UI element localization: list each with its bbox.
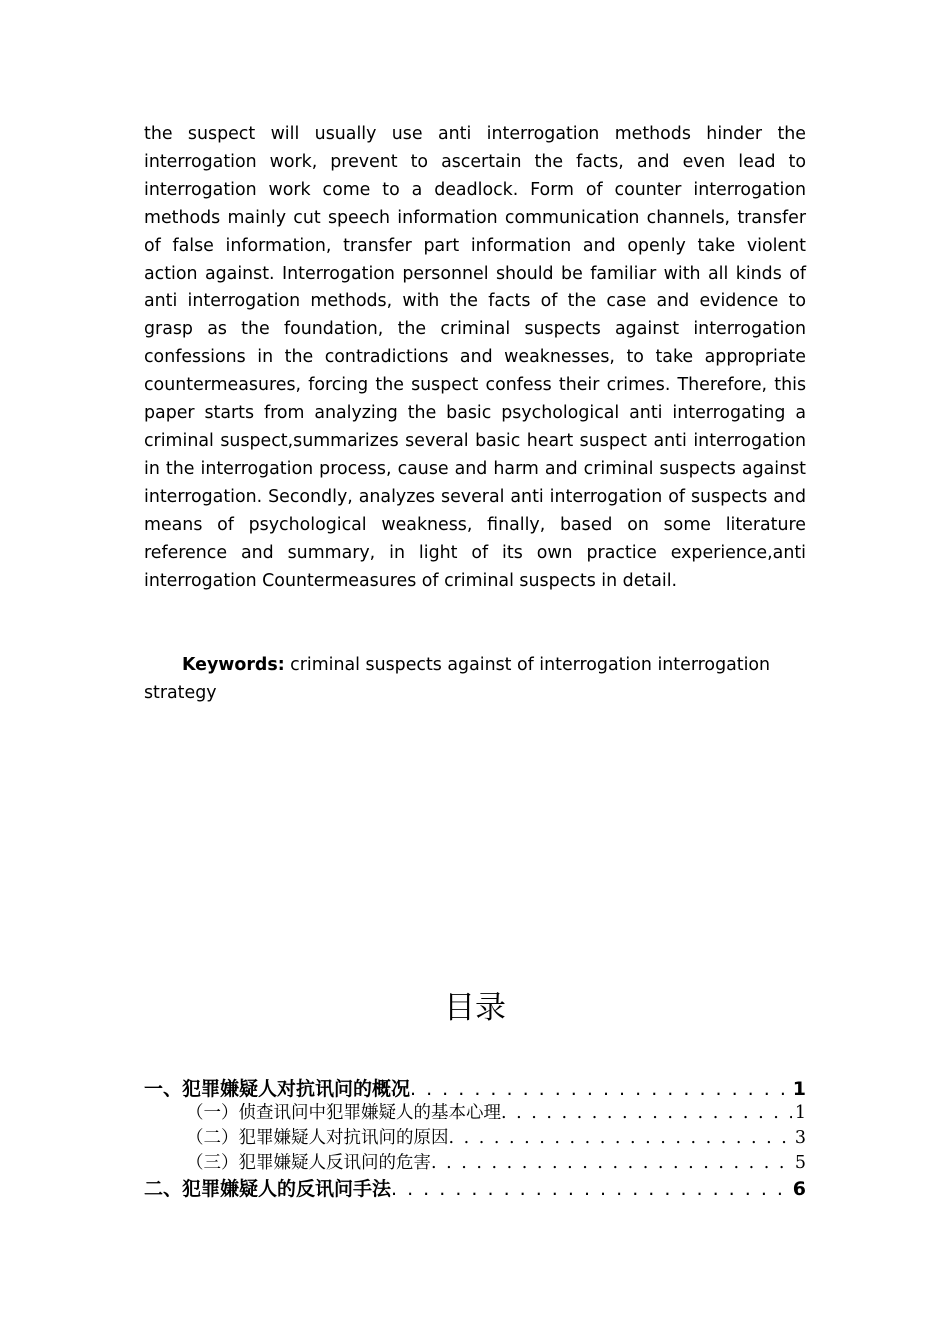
toc-leader-dots [410, 1078, 790, 1099]
toc-entry-page: 5 [794, 1153, 806, 1173]
toc-entry-label: （二）犯罪嫌疑人对抗讯问的原因 [186, 1128, 449, 1148]
toc-entry-page: 1 [794, 1103, 806, 1123]
toc-entry-label: （三）犯罪嫌疑人反讯问的危害 [186, 1153, 431, 1173]
toc-entry-label: 一、犯罪嫌疑人对抗讯问的概况 [144, 1078, 411, 1099]
toc-entry-chapter-2[interactable] [144, 1174, 806, 1199]
keywords-label: Keywords: [182, 655, 285, 675]
toc-entry-page: 3 [794, 1128, 806, 1148]
abstract-body: the suspect will usually use anti interrogation methods hinder the interrogation work, prevent to ascertain the facts, and even lead to interrogation work come to a deadlock. Form of counter interrogation methods mainly cut speech information communication channels, transfer of false information, transfer part information and openly take violent action against. Interrogation personnel should be familiar with all kinds of anti interrogation methods, with the facts of the case and evidence to grasp as the foundation, the criminal suspects against interrogation confessions in the contradictions and weaknesses, to take appropriate countermeasures, forcing the suspect confess their crimes. Therefore, this paper starts from analyzing the basic psychological anti interrogating a criminal suspect,summarizes several basic heart suspect anti interrogation in the interrogation process, cause and harm and criminal suspects against interrogation. Secondly, analyzes several anti interrogation of suspects and means of psychological weakness, finally, based on some literature reference and summary, in light of its own practice experience,anti interrogation Countermeasures of criminal suspects in detail. [144, 124, 806, 591]
toc-title: 目录 [444, 990, 506, 1026]
toc-leader-dots [449, 1128, 792, 1148]
toc-entry-page: 6 [792, 1178, 806, 1199]
toc-entry-section-1-3[interactable] [144, 1149, 806, 1174]
toc-leader-dots [431, 1153, 792, 1173]
keywords-line [144, 652, 806, 708]
toc-leader-dots [391, 1178, 790, 1199]
toc-entry-section-1-1[interactable] [144, 1099, 806, 1124]
toc-entry-section-1-2[interactable] [144, 1124, 806, 1149]
toc-leader-dots [501, 1103, 792, 1123]
toc-entry-chapter-1[interactable] [144, 1074, 806, 1099]
toc-entry-page: 1 [792, 1078, 806, 1099]
keywords-text: criminal suspects against of interrogation interrogation strategy [144, 655, 771, 703]
toc-entry-label: （一）侦查讯问中犯罪嫌疑人的基本心理 [186, 1103, 501, 1123]
toc-entry-label: 二、犯罪嫌疑人的反讯问手法 [144, 1178, 392, 1199]
